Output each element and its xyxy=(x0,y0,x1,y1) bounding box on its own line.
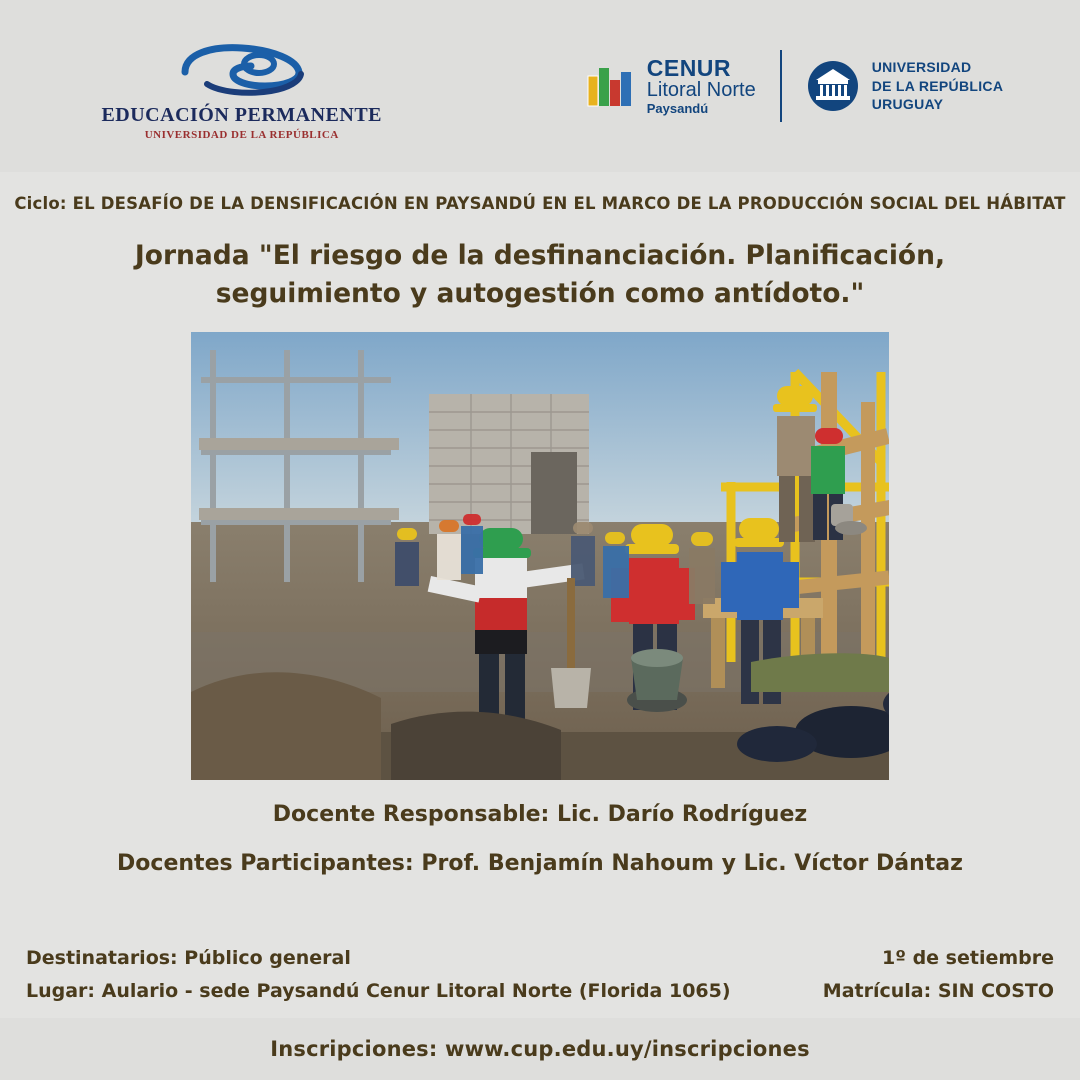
udelar-text-block xyxy=(872,58,1004,115)
cenur-line2: Litoral Norte xyxy=(646,79,756,102)
matricula-text: Matrícula: SIN COSTO xyxy=(822,979,1054,1002)
construction-photo-illustration xyxy=(191,332,889,780)
inscripciones-link[interactable]: Inscripciones: www.cup.edu.uy/inscripciones xyxy=(270,1037,810,1061)
udelar-line2: DE LA REPÚBLICA xyxy=(871,77,1004,94)
lugar-text: Lugar: Aulario - sede Paysandú Cenur Litoral Norte (Florida 1065) xyxy=(26,979,731,1002)
footer-band xyxy=(0,1018,1080,1080)
worker-scaffold xyxy=(773,386,817,542)
docente-responsable: Docente Responsable: Lic. Darío Rodríguez xyxy=(272,801,808,827)
fecha-text: 1º de setiembre xyxy=(882,946,1054,969)
ep-subtitle: UNIVERSIDAD DE LA REPÚBLICA xyxy=(144,128,339,141)
cenur-line3: Paysandú xyxy=(646,101,709,117)
ciclo-title: Ciclo: EL DESAFÍO DE LA DENSIFICACIÓN EN PAYSANDÚ EN EL MARCO DE LA PRODUCCIÓN SOCIAL DEL HÁBITAT xyxy=(14,194,1066,213)
info-left-block xyxy=(26,942,731,1009)
cenur-bars-icon xyxy=(587,64,633,108)
cenur-text-block xyxy=(647,56,756,116)
destinatarios-text: Destinatarios: Público general xyxy=(26,946,351,969)
ep-title: EDUCACIÓN PERMANENTE xyxy=(101,103,383,126)
header-divider xyxy=(780,50,782,122)
jornada-title: Jornada "El riesgo de la desfinanciación. Planificación, seguimiento y autogestión como antídoto." xyxy=(134,240,946,310)
docentes-participantes: Docentes Participantes: Prof. Benjamín Nahoum y Lic. Víctor Dántaz xyxy=(117,850,963,876)
info-row xyxy=(0,942,1080,1009)
cenur-logo xyxy=(587,56,756,116)
header-band xyxy=(0,0,1080,172)
construction-photo xyxy=(191,332,889,780)
info-right-block xyxy=(823,942,1054,1009)
udelar-line1: UNIVERSIDAD xyxy=(871,58,972,75)
educacion-permanente-logo xyxy=(77,32,407,141)
swoosh-spiral-icon xyxy=(167,38,317,100)
udelar-line3: URUGUAY xyxy=(871,96,944,113)
udelar-building-icon xyxy=(806,60,860,112)
udelar-logo xyxy=(806,58,1004,115)
cenur-line1: CENUR xyxy=(646,55,732,82)
